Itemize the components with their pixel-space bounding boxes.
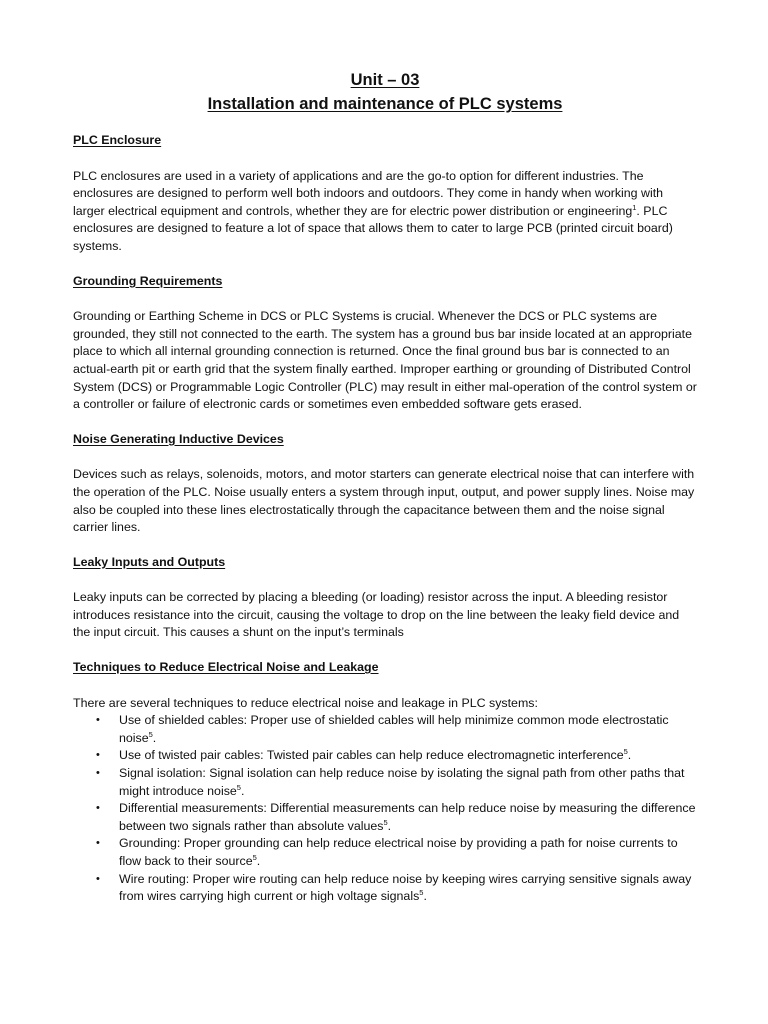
paragraph-enclosure-text-b: . PLC enclosures are designed to feature a lot of space that allows them to cater to large PCB (printed circuit board) systems.	[73, 203, 673, 253]
list-item-end: .	[627, 748, 632, 763]
list-item	[73, 765, 697, 800]
list-item	[73, 800, 697, 835]
unit-title: Unit – 03	[350, 71, 420, 89]
paragraph-noise-devices: Devices such as relays, solenoids, motors, and motor starters can generate electrical noise that can interfere with the operation of the PLC. Noise usually enters a system through input, output, and power supply lines. Noise may also be coupled into these lines electrostatically through the capacitance between them and the noise signal carrier lines.	[73, 467, 695, 535]
page-content	[73, 68, 697, 906]
footnote-ref: 1	[632, 202, 637, 212]
section-heading-enclosure: PLC Enclosure	[73, 133, 162, 147]
list-item-text: Use of shielded cables: Proper use of shielded cables will help minimize common mode electrostatic noise	[119, 713, 669, 745]
list-item	[73, 871, 697, 906]
section-heading-techniques: Techniques to Reduce Electrical Noise and Leakage	[73, 660, 379, 675]
list-item	[73, 712, 697, 747]
paragraph-enclosure-text-a: PLC enclosures are used in a variety of applications and are the go-to option for different industries. The enclosures are designed to perform well both indoors and outdoors. They come in handy when working with larger electrical equipment and controls, whether they are for electric power distribution or engineering	[73, 168, 664, 218]
list-item-end: .	[423, 889, 427, 904]
section-heading-leaky: Leaky Inputs and Outputs	[73, 554, 226, 569]
list-item-text: Wire routing: Proper wire routing can help reduce noise by keeping wires carrying sensitive signals away from wires carrying high current or high voltage signals	[119, 871, 692, 904]
bullet-icon: •	[96, 767, 100, 780]
title-block	[73, 68, 697, 116]
bullet-icon: •	[96, 749, 100, 762]
section-heading-noise-devices: Noise Generating Inductive Devices	[73, 431, 284, 446]
footnote-ref: 5	[623, 747, 628, 757]
paragraph-enclosure	[73, 168, 697, 256]
list-item-text: Signal isolation: Signal isolation can help reduce noise by isolating the signal path from other paths that might introduce noise	[119, 766, 685, 798]
footnote-ref: 5	[383, 817, 388, 827]
list-item	[73, 747, 697, 765]
footnote-ref: 5	[236, 782, 241, 792]
list-item-text: Grounding: Proper grounding can help reduce electrical noise by providing a path for noise currents to flow back to their source	[119, 836, 678, 868]
footnote-ref: 5	[252, 852, 257, 862]
bullet-icon: •	[96, 837, 100, 850]
list-item-text: Differential measurements: Differential measurements can help reduce noise by measuring the difference between two signals rather than absolute values	[119, 801, 696, 833]
list-item-end: .	[240, 783, 245, 798]
bullet-icon: •	[96, 802, 100, 815]
list-item-text: Use of twisted pair cables: Twisted pair cables can help reduce electromagnetic interference	[119, 748, 624, 763]
paragraph-grounding: Grounding or Earthing Scheme in DCS or PLC Systems is crucial. Whenever the DCS or PLC systems are grounded, they still not connected to the earth. The system has a ground bus bar inside located at an appropriate place to which all internal grounding connection is returned. Once the final ground bus bar is connected to an actual-earth pit or earth grid that the system finally earthed. Improper earthing or grounding of Distributed Control System (DCS) or Programmable Logic Controller (PLC) may result in either mal-operation of the control system or a controller or failure of electronic cards or sometimes even embedded software gets erased.	[73, 309, 697, 412]
list-item-end: .	[387, 818, 392, 833]
bullet-icon: •	[96, 714, 100, 727]
bullet-icon: •	[96, 872, 100, 885]
list-item-end: .	[256, 854, 261, 868]
techniques-list	[73, 712, 697, 906]
footnote-ref: 5	[419, 888, 424, 898]
list-item-end: .	[152, 730, 157, 745]
main-title: Installation and maintenance of PLC systems	[207, 95, 563, 113]
footnote-ref: 5	[148, 729, 153, 739]
paragraph-techniques-intro: There are several techniques to reduce electrical noise and leakage in PLC systems:	[73, 695, 538, 710]
section-heading-grounding: Grounding Requirements	[73, 273, 223, 288]
list-item	[73, 835, 697, 870]
paragraph-leaky: Leaky inputs can be corrected by placing a bleeding (or loading) resistor across the input. A bleeding resistor introduces resistance into the circuit, causing the voltage to drop on the line between the leaky field device and the input circuit. This causes a shunt on the input’s terminals	[73, 590, 680, 640]
